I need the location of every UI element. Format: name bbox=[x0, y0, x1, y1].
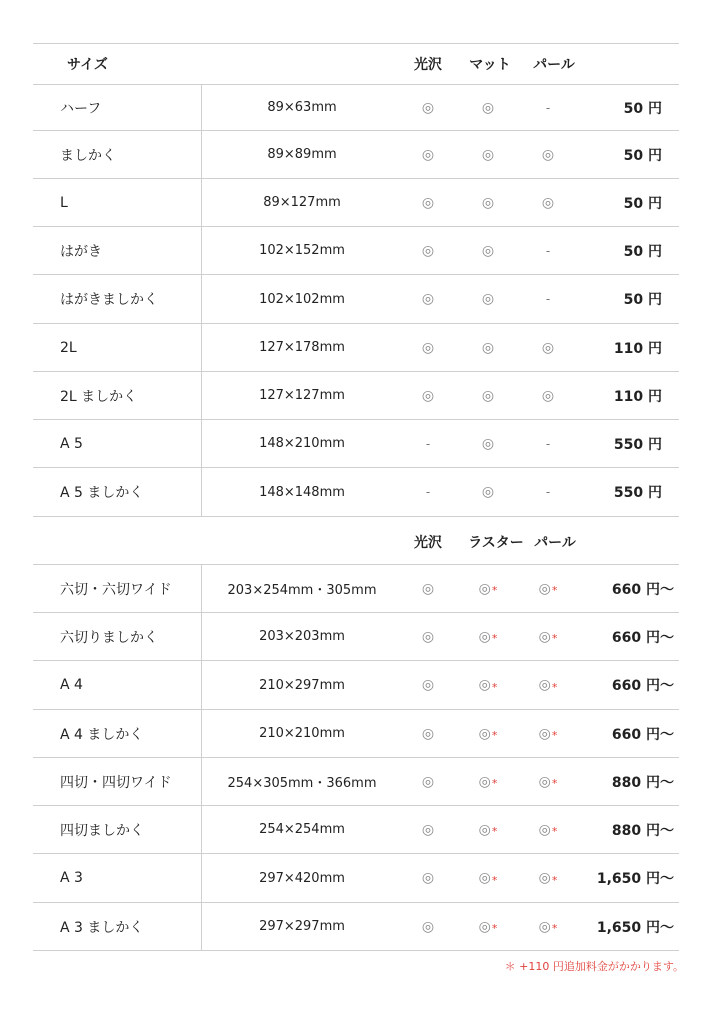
size-dimensions: 203×254mm・305mm bbox=[227, 583, 377, 598]
pearl-availability: ◎ bbox=[541, 194, 555, 211]
surcharge-star: * bbox=[491, 825, 498, 838]
size-name: 2L bbox=[60, 339, 77, 356]
header-glossy: 光沢 bbox=[414, 57, 442, 73]
matte-availability: ◎ bbox=[481, 146, 495, 163]
surcharge-star: * bbox=[551, 680, 558, 694]
surcharge-footnote: ＊ +110 円追加料金がかかります。 bbox=[504, 960, 684, 973]
glossy-availability: ◎ bbox=[421, 339, 435, 356]
size-dimensions: 102×152mm bbox=[259, 243, 345, 258]
luster-mark: ◎ bbox=[478, 628, 491, 645]
matte-availability: ◎ bbox=[481, 484, 495, 500]
pearl-availability bbox=[522, 661, 574, 709]
glossy-availability: ◎ bbox=[421, 291, 435, 307]
header-luster: ラスター bbox=[468, 535, 524, 551]
header-pearl: パール bbox=[533, 57, 575, 73]
price: 660 円〜 bbox=[611, 678, 674, 694]
table2-header bbox=[0, 520, 724, 564]
glossy-availability: ◎ bbox=[421, 725, 435, 742]
pearl-availability bbox=[522, 758, 574, 805]
pearl-availability: - bbox=[545, 485, 551, 499]
glossy-availability: ◎ bbox=[421, 918, 435, 935]
pearl-availability: - bbox=[545, 292, 551, 306]
surcharge-star: * bbox=[491, 873, 498, 887]
glossy-availability: ◎ bbox=[421, 773, 435, 790]
pearl-availability: - bbox=[545, 100, 551, 115]
size-name: A 3 bbox=[60, 870, 83, 886]
pearl-mark: ◎ bbox=[538, 725, 551, 742]
table-row bbox=[0, 372, 724, 419]
pearl-availability: - bbox=[545, 243, 551, 258]
size-name: A 5 bbox=[60, 435, 83, 452]
luster-availability bbox=[462, 710, 514, 757]
price: 110 円 bbox=[613, 340, 662, 357]
price: 50 円 bbox=[623, 147, 662, 164]
surcharge-star: * bbox=[491, 584, 498, 597]
pearl-mark: ◎ bbox=[538, 918, 551, 935]
size-name: 六切・六切ワイド bbox=[60, 581, 172, 598]
size-name: 2L ましかく bbox=[60, 388, 138, 405]
header-matte: マット bbox=[469, 57, 511, 73]
pearl-mark: ◎ bbox=[538, 870, 551, 886]
pearl-availability bbox=[522, 710, 574, 757]
luster-mark: ◎ bbox=[478, 773, 491, 790]
glossy-availability: ◎ bbox=[421, 387, 435, 404]
luster-availability bbox=[462, 565, 514, 612]
price: 1,650 円〜 bbox=[596, 871, 674, 887]
glossy-availability: ◎ bbox=[421, 821, 435, 838]
header-pearl: パール bbox=[534, 535, 576, 551]
size-dimensions: 89×63mm bbox=[267, 100, 337, 115]
header-size: サイズ bbox=[67, 57, 108, 73]
table1-header bbox=[0, 44, 724, 84]
size-dimensions: 89×89mm bbox=[267, 147, 337, 162]
pearl-availability bbox=[522, 613, 574, 660]
surcharge-star: * bbox=[491, 777, 498, 790]
table-row bbox=[0, 806, 724, 853]
table-row bbox=[0, 710, 724, 757]
luster-mark: ◎ bbox=[478, 677, 491, 693]
size-name: 六切りましかく bbox=[60, 629, 158, 646]
size-dimensions: 148×210mm bbox=[259, 436, 345, 451]
table-row bbox=[0, 468, 724, 516]
surcharge-star: * bbox=[551, 873, 558, 887]
price: 550 円 bbox=[613, 436, 662, 453]
price: 660 円〜 bbox=[611, 726, 674, 743]
matte-availability: ◎ bbox=[481, 291, 495, 307]
size-dimensions: 297×297mm bbox=[259, 919, 345, 934]
matte-availability: ◎ bbox=[481, 194, 495, 211]
table-row bbox=[0, 420, 724, 467]
size-dimensions: 148×148mm bbox=[259, 484, 345, 500]
luster-mark: ◎ bbox=[478, 725, 491, 742]
glossy-availability: ◎ bbox=[421, 99, 435, 116]
size-name: はがき bbox=[60, 243, 102, 260]
luster-availability bbox=[462, 758, 514, 805]
pearl-availability bbox=[522, 903, 574, 950]
surcharge-star: * bbox=[551, 729, 558, 742]
luster-mark: ◎ bbox=[478, 821, 491, 838]
table-row bbox=[0, 227, 724, 274]
surcharge-star: * bbox=[551, 922, 558, 935]
luster-mark: ◎ bbox=[478, 580, 491, 597]
surcharge-star: * bbox=[491, 680, 498, 694]
rule-table1-bottom bbox=[33, 516, 679, 517]
surcharge-star: * bbox=[491, 729, 498, 742]
size-dimensions: 297×420mm bbox=[259, 870, 345, 886]
table-row bbox=[0, 903, 724, 950]
surcharge-star: * bbox=[551, 825, 558, 838]
luster-availability bbox=[462, 903, 514, 950]
table-row bbox=[0, 179, 724, 226]
size-dimensions: 203×203mm bbox=[259, 629, 345, 644]
glossy-availability: ◎ bbox=[421, 677, 435, 693]
size-dimensions: 254×305mm・366mm bbox=[227, 776, 377, 791]
glossy-availability: - bbox=[425, 436, 431, 451]
price: 660 円〜 bbox=[611, 629, 674, 646]
price: 50 円 bbox=[623, 292, 662, 308]
pearl-availability bbox=[522, 806, 574, 853]
size-name: A 4 ましかく bbox=[60, 726, 144, 743]
luster-availability bbox=[462, 613, 514, 660]
table-row bbox=[0, 275, 724, 323]
table-row bbox=[0, 85, 724, 130]
glossy-availability: ◎ bbox=[421, 628, 435, 645]
surcharge-star: * bbox=[491, 632, 498, 645]
matte-availability: ◎ bbox=[481, 435, 495, 452]
table-row bbox=[0, 661, 724, 709]
price: 110 円 bbox=[613, 388, 662, 405]
size-name: ハーフ bbox=[60, 100, 102, 117]
matte-availability: ◎ bbox=[481, 242, 495, 259]
table-row bbox=[0, 565, 724, 612]
luster-availability bbox=[462, 806, 514, 853]
surcharge-star: * bbox=[551, 632, 558, 645]
pearl-availability: - bbox=[545, 436, 551, 451]
pearl-availability bbox=[522, 565, 574, 612]
pearl-availability: ◎ bbox=[541, 387, 555, 404]
size-dimensions: 127×178mm bbox=[259, 340, 345, 355]
surcharge-star: * bbox=[491, 922, 498, 935]
pearl-availability bbox=[522, 854, 574, 902]
price: 50 円 bbox=[623, 195, 662, 212]
pearl-availability: ◎ bbox=[541, 339, 555, 356]
size-dimensions: 210×210mm bbox=[259, 726, 345, 741]
glossy-availability: ◎ bbox=[421, 580, 435, 597]
table-row bbox=[0, 324, 724, 371]
glossy-availability: ◎ bbox=[421, 242, 435, 259]
size-name: L bbox=[60, 194, 68, 211]
luster-mark: ◎ bbox=[478, 918, 491, 935]
size-name: 四切・四切ワイド bbox=[60, 774, 172, 791]
matte-availability: ◎ bbox=[481, 339, 495, 356]
price: 50 円 bbox=[623, 100, 662, 117]
matte-availability: ◎ bbox=[481, 99, 495, 116]
pearl-mark: ◎ bbox=[538, 773, 551, 790]
price: 550 円 bbox=[613, 485, 662, 501]
price: 50 円 bbox=[623, 243, 662, 260]
price: 880 円〜 bbox=[611, 822, 674, 839]
table-row bbox=[0, 854, 724, 902]
rule-bottom bbox=[33, 950, 679, 951]
table-row bbox=[0, 131, 724, 178]
pearl-mark: ◎ bbox=[538, 677, 551, 693]
pearl-mark: ◎ bbox=[538, 821, 551, 838]
glossy-availability: - bbox=[425, 485, 431, 499]
size-name: 四切ましかく bbox=[60, 822, 144, 839]
glossy-availability: ◎ bbox=[421, 146, 435, 163]
pearl-mark: ◎ bbox=[538, 628, 551, 645]
size-dimensions: 102×102mm bbox=[259, 291, 345, 307]
surcharge-star: * bbox=[551, 777, 558, 790]
price: 660 円〜 bbox=[611, 581, 674, 598]
price: 880 円〜 bbox=[611, 774, 674, 791]
size-name: はがきましかく bbox=[60, 292, 158, 308]
pearl-availability: ◎ bbox=[541, 146, 555, 163]
glossy-availability: ◎ bbox=[421, 194, 435, 211]
luster-availability bbox=[462, 854, 514, 902]
size-dimensions: 127×127mm bbox=[259, 388, 345, 403]
surcharge-star: * bbox=[551, 584, 558, 597]
glossy-availability: ◎ bbox=[421, 870, 435, 886]
luster-mark: ◎ bbox=[478, 870, 491, 886]
luster-availability bbox=[462, 661, 514, 709]
pearl-mark: ◎ bbox=[538, 580, 551, 597]
size-name: A 4 bbox=[60, 677, 83, 693]
price: 1,650 円〜 bbox=[596, 919, 674, 936]
size-dimensions: 210×297mm bbox=[259, 677, 345, 693]
size-name: A 3 ましかく bbox=[60, 919, 144, 936]
table-row bbox=[0, 613, 724, 660]
size-dimensions: 254×254mm bbox=[259, 822, 345, 837]
matte-availability: ◎ bbox=[481, 387, 495, 404]
header-glossy: 光沢 bbox=[414, 535, 442, 551]
size-name: ましかく bbox=[60, 147, 116, 164]
table-row bbox=[0, 758, 724, 805]
size-dimensions: 89×127mm bbox=[263, 195, 341, 210]
size-name: A 5 ましかく bbox=[60, 485, 144, 501]
